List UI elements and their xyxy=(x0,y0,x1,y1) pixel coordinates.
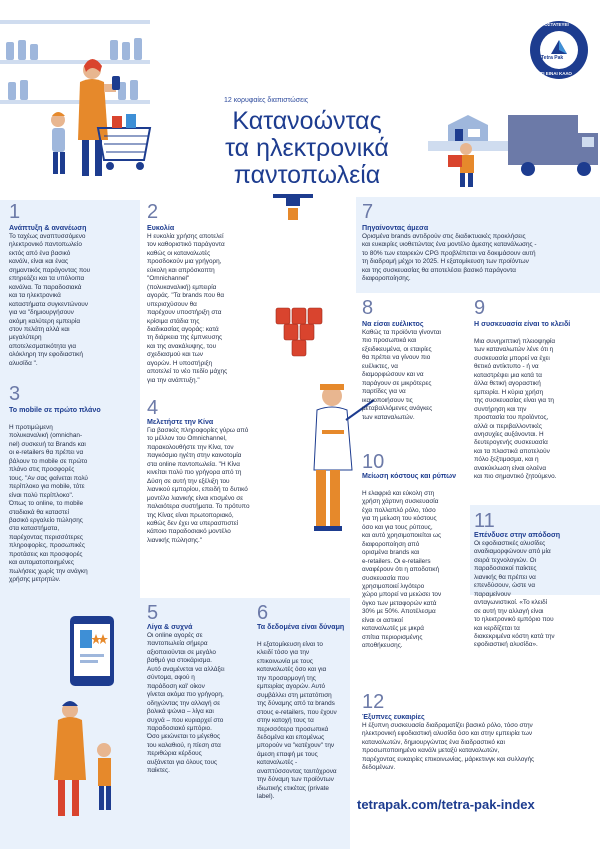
footer-link[interactable]: tetrapak.com/tetra-pak-index xyxy=(357,797,535,812)
item-6-text: Η εξατομίκευση είναι το κλειδί τόσο για την επικοινωνία με τους καταναλωτές όσο και για την προσαρμογή της εμπειρίας αγορών. Αυτό συμβάλλει στη μετατόπιση της δύναμης από τα brands στους e-retailers, που έχουν στην κατοχή τους τα περισσότερα προσωπικά δεδομένα και επομένως μπορούν να "κατέχουν" την άμεση επαφή με τους καταναλωτές - αναπτύσσοντας ταυτόχρονα την δύναμη των προϊόντων ιδιωτικής ετικέτας (private label). xyxy=(257,641,337,801)
item-1-number: 1 xyxy=(9,201,21,223)
item-7-title: Πηγαίνοντας άμεσα xyxy=(362,224,429,232)
page-title: Κατανοώντας τα ηλεκτρονικά παντοπωλεία xyxy=(225,107,389,189)
item-8-text: Καθώς τα προϊόντα γίνονται πιο προσωπικά και εξειδικευμένα, οι εταιρίες θα πρέπει να γίνουν πιο ευέλικτες, να διαμορφώσουν και να παράγουν σε μικρότερες παρτίδες για να ικανοποιήσουν τις μεταβαλλόμενες ανάγκες των καταναλωτών. xyxy=(362,329,441,421)
item-11-text: Οι εφοδιαστικές αλυσίδες αναδιαμορφώνουν από μία σειρά τεχνολογιών. Οι παραδοσιακοί παίκτες λιανικής θα πρέπει να επενδύσουν, ώστε να παραμείνουν ανταγωνιστικοί. «Το κλειδί σε αυτή την αλλαγή είναι το ηλεκτρονικό εμπόριο που και κερδίζεται τα διακεκριμένα κόστη κατά την εφοδιαστική αλυσίδα». xyxy=(474,540,555,649)
item-2-number: 2 xyxy=(147,201,159,223)
item-10-title: Μείωση κόστους και ρύπων xyxy=(362,472,457,480)
item-10-number: 10 xyxy=(362,451,385,473)
item-6-number: 6 xyxy=(257,602,269,624)
item-4-title: Μελετήστε την Κίνα xyxy=(147,418,214,426)
badge-brand: Tetra Pak xyxy=(541,55,564,61)
item-7-text: Ορισμένα brands αντιδρούν στις διαδικτυακές προκλήσεις και ευκαιρίες υιοθετώντας ένα μοντέλο άμεσης κατανάλωσης - το 80% των εταιρειών CPG προβλέπεται να δοκιμάσουν αυτή τη διαδρομή μέχρι το 2025. Η εξατομίκευση των προϊόντων και της συσκευασίας θα αποτελέσει βασικό παράγοντα διαφοροποίησης. xyxy=(362,233,537,283)
item-3-text: Η προτιμώμενη πολυκαναλική (omnichan- nel) συσκευή τα Brands και οι e-retailers θα πρέπει να βάλουν το mobile σε πρώτο πλάνο στις προσφορές τους. "Αν σας φαίνεται πολύ περίπλοκο για mobile, τότε είναι πολύ περίπλοκο". Όπως το online, το mobile σταδιακά θα καταστεί βασικό εργαλείο πώλησης στα καταστήματα, παρέχοντας περισσότερες πληροφορίες, προσωπικές προτάσεις και προσφορές και αυτοματοποιημένες πωλήσεις χωρίς την ανάγκη χρήσης μετρητών. xyxy=(9,424,88,584)
item-2-text: Η ευκολία χρήσης αποτελεί τον καθοριστικό παράγοντα καθώς οι καταναλωτές προσδοκούν μια γρήγορη, εύκολη και απρόσκοπτη "Omnichannel" (πολυκαναλική) εμπειρία αγοράς. "Τα brands που θα υπερισχύσουν θα παρέχουν υποστήριξη στα κρίσιμα στάδια της διαδικασίας αγοράς: κατά τη διάρκεια της έμπνευσης και της ανακάλυψης, του σχεδιασμού και των αγορών. Η υποστήριξη αποτελεί το νέο πεδίο μάχης για την ανάπτυξη." xyxy=(147,233,228,384)
item-7-number: 7 xyxy=(362,201,374,223)
drone-illustration xyxy=(268,190,318,225)
item-8-title: Να είσαι ευέλικτος xyxy=(362,320,424,328)
item-4-number: 4 xyxy=(147,397,159,419)
family-phone-illustration xyxy=(10,610,140,825)
page-subtitle: 12 κορυφαίες διαπιστώσεις xyxy=(224,97,309,104)
item-5-title: Λίγα & συχνά xyxy=(147,623,193,631)
item-2-title: Ευκολία xyxy=(147,224,175,232)
item-12-title: Έξυπνες ευκαιρίες xyxy=(362,713,425,721)
badge-top-text: ΠΡΟΣΤΑΤΕΥΕΙ xyxy=(538,22,569,27)
item-10-text: Η ελαφριά και εύκολη στη χρήση χάρτινη συσκευασία έχει πολλαπλό ρόλο, τόσο για τη μείωση του κόστους όσο και για τους ρύπους, και αυτό χρησιμοποιείται ως διαφοροποίηση από ορισμένα brands και e-retailers. Οι e-retailers αναφέρουν ότι η αποδοτική συσκευασία που χρησιμοποιεί λιγότερο χώρο μπορεί να μειώσει τον όγκο των μεταφορών κατά 30% με 50%. Αποτέλεσμα είναι οι αστικοί καταναλωτές με μικρά σπίτια περιορισμένης αποθήκευσης. xyxy=(362,490,442,650)
shopping-scene-illustration xyxy=(0,0,200,200)
item-1-text: Το ταχέως αναπτυσσόμενο ηλεκτρονικό παντοπωλείο εκτός από ένα βασικό κανάλι, είναι και ένας σημαντικός παράγοντας που επηρεάζει και τα υπόλοιπα κανάλια. Τα παραδοσιακά και τα ηλεκτρονικά καταστήματα συγκεντώνουν για να "δημιουργήσουν ακόμη καλύτερη εμπειρία στον πελάτη αλλά και μεγαλύτερη αποτελεσματικότητα για ολόκληρη την εφοδιαστική αλυσίδα ". xyxy=(9,233,91,367)
item-9-text: Μια συνηριπτική πλειοψηφία των καταναλωτών λένε ότι η συσκευασία μπορεί να έχει θετικό αντίκτυπο - ή να καταστρέψει μια κατά τα άλλα θετική αγοραστική εμπειρία. Η κύρια χρήση της συσκευασίας είναι για τη συντήρηση και την προστασία του προϊόντος, αλλά οι περιβαλλοντικές ανησυχίες αυξάνονται. Η δευτερογενής συσκευασία και τα πλαστικά αποτελούν πόλο ξεξτιμασμα, και η ανακύκλωση είναι ολοένα και πιο σημαντικό ζητούμενο. xyxy=(474,338,557,481)
item-3-title: Το mobile σε πρώτο πλάνο xyxy=(9,406,101,414)
item-5-text: Οι online αγορές σε παντοπωλεία σήμερα αξιοποιούνται σε μεγάλο βαθμό για στοκάρισμα. Αυτό αναμένεται να αλλάξει σύντομα, αφού η παράδοση καϊ' οίκον γίνεται ακόμα πιο γρήγορη, οδηγώντας την αλλαγή σε βολικά ψώνια – λίγα και συχνά – που κυριαρχεί στο παραδοσιακό εμπόριο. Όσο μειώνεται το μέγεθος του καλαθιού, η πίεση στα περιθώρια κέρδους αυξάνεται για όλους τους παίκτες. xyxy=(147,632,225,775)
item-4-text: Για βασικές πληροφορίες γύρω από το μέλλον του Omnichannel, παρακολουθήστε την Κίνα, τον παγκόσμιο ηγέτη στην καινοτομία στα online παντοπωλεία. "Η Κίνα κινείται πολύ πιο γρήγορα από τη Δύση σε αυτή την εξέλιξη του λιανικού εμπορίου, επειδή το δυτικό μοντέλο λιανικής είναι κτισμένο σε παλαιότερα συστήματα. Το πρότυπο της Κίνας είναι πρωτοποριακό, καθώς δεν έχει να υπερασπιστεί κάποιο παραδοσιακό μοντέλο λιανικής πώλησης." xyxy=(147,427,250,544)
item-1-title: Ανάπτυξη & ανανέωση xyxy=(9,224,87,232)
item-12-number: 12 xyxy=(362,691,385,713)
badge-bottom-text: ΟΤΙ ΕΙΝΑΙ ΚΑΛΟ xyxy=(537,71,572,76)
item-3-number: 3 xyxy=(9,383,21,405)
item-5-number: 5 xyxy=(147,602,159,624)
item-6-title: Τα δεδομένα είναι δύναμη xyxy=(257,623,345,631)
item-12-text: Η έξυπνη συσκευασία διαδραματίζει βασικό ρόλο, τόσο στην ηλεκτρονική εφοδιαστική αλυσίδα όσο και στην εμπειρία των καταναλωτών, δημιουργώντας ένα διαδραστικό και προσωποποιημένο κανάλι μεταξύ καταναλωτών, παρέχοντας ευκαιρίες επικοινωνίας, μάρκετινγκ και συλλογής δεδομένων. xyxy=(362,722,535,772)
item-9-title: Η συσκευασία είναι το κλειδί xyxy=(474,320,571,328)
item-11-title: Επένδυσε στην απόδοση xyxy=(474,531,561,539)
item-11-number: 11 xyxy=(474,510,495,532)
delivery-truck-illustration xyxy=(408,85,598,195)
item-8-number: 8 xyxy=(362,297,374,319)
item-9-number: 9 xyxy=(474,297,486,319)
